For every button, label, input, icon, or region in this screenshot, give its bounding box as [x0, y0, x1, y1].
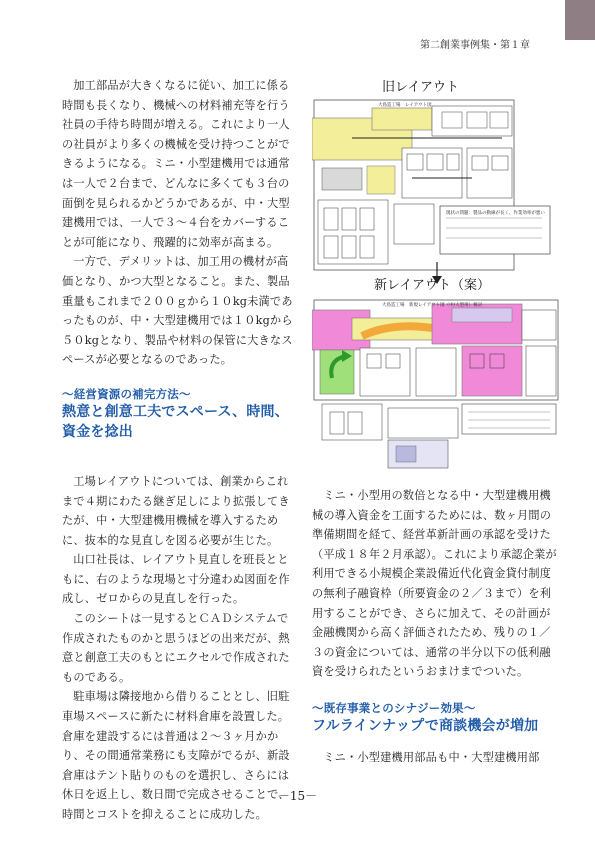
paragraph: このシートは一見するとＣＡＤシステムで作成されたものかと思うほどの出来だが、熱意と創意工夫のもとにエクセルで作成されたものである。	[62, 612, 290, 684]
old-sheet-header: 大島造工場 レイアウト図	[378, 103, 432, 108]
paragraph: 加工部品が大きくなるに従い、加工に係る時間も長くなり、機械への材料補充等を行う社員の手待ち時間が増える。これにより一人の社員がより多くの機械を受け持つことができるようになる。ミニ・小型建機用では通常は一人で２台まで、どんなに多くても３台の面倒を見られるかどうかであるが、中・大型建機用では、一人で３～４台をカバーすることが可能になり、飛躍的に効率が高まる。	[62, 79, 290, 249]
new-layout-title: 新レイアウト（案）	[374, 278, 490, 293]
layout-figure	[312, 78, 560, 473]
paragraph: 山口社長は、レイアウト見直しを班長とともに、右のような現場と寸分違わぬ図面を作成し、ゼロからの見直しを行った。	[62, 553, 290, 606]
new-sheet-header: 大島造工場 新規レイアウト図（中/大型用）検討	[382, 303, 483, 308]
paragraph: 工場レイアウトについては、創業からこれまで４期にわたる継ぎ足しにより拡張してきたが、中・大型建機用機械を導入するために、抜本的な見直しを図る必要が生じた。	[62, 474, 290, 547]
old-layout-title: 旧レイアウト	[382, 80, 459, 95]
old-sheet-note: 現状の問題：製品の動線が長く、作業効率が悪い	[446, 211, 545, 216]
paragraph: 駐車場は隣接地から借りることとし、旧駐車場スペースに新たに材料倉庫を設置した。倉庫を建設するには普通は２～３ヶ月かかり、その間通常業務にも支障がでるが、新設倉庫はテント貼りのものを選択し、さらには休日を返上し、数日間で完成させることで、時間とコストを抑えることに成功した。	[62, 690, 290, 821]
section-subtitle: ～既存事業とのシナジー効果～	[312, 700, 476, 715]
left-column	[62, 76, 294, 825]
new-layout-plan	[312, 300, 558, 468]
paragraph: ミニ・小型用の数倍となる中・大型建機用機械の導入資金を工面するためには、数ヶ月間の準備期間を経て、経営革新計画の承認を受けた（平成１８年２月承認）。これにより承認企業が利用できる小規模企業設備近代化資金貸付制度の無利子融資枠（所要資金の２／３まで）を利用することができ、さらに加えて、その計画が金融機関から高く評価されたため、残りの１／３の資金については、通常の半分以下の低利融資を受けられたというおまけまでついた。	[312, 489, 557, 679]
page-tab	[565, 0, 595, 40]
running-header: 第二創業事例集・第１章	[420, 40, 530, 51]
section-subtitle: ～経営資源の補完方法～	[62, 386, 191, 401]
right-column	[312, 486, 560, 768]
section-heading	[312, 700, 560, 736]
paragraph: 一方で、デメリットは、加工用の機材が高価となり、かつ大型となること。また、製品重量もこれまで２００ｇから１０kg未満であったものが、中・大型建機用では１０kgから５０kgとなり、製品や材料の保管に大きなスペースが必要となるのであった。	[62, 255, 293, 367]
section-heading	[62, 386, 294, 442]
section-title: フルラインナップで商談機会が増加	[312, 717, 539, 734]
old-layout-plan	[312, 100, 550, 270]
section-title: 熱意と創意工夫でスペース、時間、資金を捻出	[62, 403, 289, 440]
paragraph: ミニ・小型建機用部品も中・大型建機用部	[323, 750, 540, 764]
page-number: －15－	[277, 789, 318, 803]
